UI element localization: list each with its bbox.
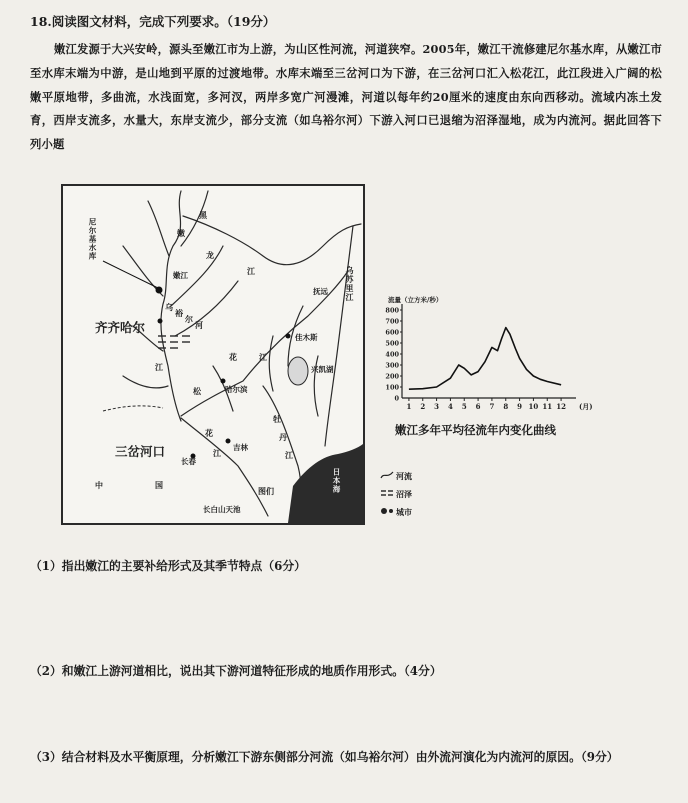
x-tick-label: 10 <box>528 402 539 411</box>
y-tick-label: 100 <box>385 383 399 392</box>
map-label-jiang1: 江 <box>247 266 255 276</box>
y-tick-label: 0 <box>394 394 399 403</box>
runoff-series-line <box>409 328 561 390</box>
map-label-changchun: 长春 <box>181 457 196 466</box>
map-drawing <box>63 186 363 523</box>
sub-question-1: （1）指出嫩江的主要补给形式及其季节特点（6分） <box>30 559 306 573</box>
tributary <box>148 201 169 256</box>
x-axis-label: (月) <box>579 402 593 411</box>
city-qiqihar <box>158 319 163 324</box>
river-symbol-icon <box>380 470 396 482</box>
wusuli-river <box>325 226 353 446</box>
map-label-jilin: 吉林 <box>233 443 248 452</box>
tributary <box>269 336 273 391</box>
x-tick-label: 11 <box>542 402 553 411</box>
x-tick-label: 2 <box>420 402 426 411</box>
map-label-he: 河 <box>195 320 203 330</box>
legend-river-label: 河流 <box>396 470 412 481</box>
city-jilin <box>226 439 231 444</box>
city-symbol-icon <box>380 506 396 518</box>
reservoir-pointer <box>103 261 158 288</box>
legend-city-label: 城市 <box>396 506 412 517</box>
second-songhua-river <box>181 418 268 516</box>
map-label-nen: 嫩 <box>177 228 185 238</box>
map-label-xingkai: 兴凯湖 <box>311 365 334 374</box>
map-label-er: 尔 <box>185 314 193 324</box>
legend-city <box>380 506 412 518</box>
map-label-yu: 裕 <box>175 308 183 318</box>
question-header: 18.阅读图文材料，完成下列要求。（19分） <box>30 14 276 29</box>
sub-question-3: （3）结合材料及水平衡原理，分析嫩江下游东侧部分河流（如乌裕尔河）由外流河演化为内流河的原因。（9分） <box>30 750 619 764</box>
swamp-area <box>158 336 190 348</box>
map-label-fuyuan: 抚远 <box>313 287 328 296</box>
map-label-hei: 黑 <box>199 210 207 220</box>
map-label-guo: 国 <box>155 480 163 490</box>
x-tick-label: 5 <box>461 402 467 411</box>
map-label-wu: 乌 <box>165 302 173 312</box>
map-label-harbin: 哈尔滨 <box>225 385 248 394</box>
x-tick-label: 9 <box>517 402 523 411</box>
tributary <box>175 281 238 336</box>
map-label-jiang5: 江 <box>285 450 293 460</box>
x-tick-label: 12 <box>556 402 566 411</box>
y-tick-label: 300 <box>385 361 399 370</box>
x-tick-label: 7 <box>489 402 495 411</box>
map-label-sancha: 三岔河口 <box>115 444 166 459</box>
map-label-long: 龙 <box>206 250 214 260</box>
map-label-sea: 日本海 <box>332 468 341 494</box>
city-harbin <box>221 379 226 384</box>
tributary <box>123 376 168 388</box>
map-label-jiang2: 江 <box>155 362 163 372</box>
map-label-jiang3: 江 <box>259 352 267 362</box>
nenjiang-basin-map <box>61 184 365 525</box>
lake <box>288 357 308 385</box>
sea-area <box>288 444 363 523</box>
map-label-changbai: 长白山天池 <box>203 505 241 514</box>
map-label-jiang4: 江 <box>213 448 221 458</box>
x-tick-label: 1 <box>406 402 412 411</box>
runoff-chart-svg <box>378 294 593 414</box>
map-label-wusuli: 乌苏里江 <box>345 266 355 302</box>
legend-swamp <box>380 488 412 500</box>
y-tick-label: 200 <box>385 372 399 381</box>
legend-swamp-label: 沼泽 <box>396 488 412 499</box>
map-label-qiqihar: 齐齐哈尔 <box>95 320 146 335</box>
map-label-nenjiang-city: 嫩江 <box>173 271 188 280</box>
map-label-hua: 花 <box>229 352 237 362</box>
x-tick-label: 4 <box>447 402 453 411</box>
map-label-mu: 牡 <box>273 414 281 424</box>
x-tick-label: 8 <box>503 402 509 411</box>
map-legend <box>380 470 412 524</box>
y-tick-label: 600 <box>385 328 399 337</box>
map-label-song: 松 <box>193 386 201 396</box>
x-tick-label: 6 <box>475 402 481 411</box>
map-label-hua2: 花 <box>205 428 213 438</box>
border-line <box>103 406 163 411</box>
y-tick-label: 500 <box>385 339 399 348</box>
material-passage: 嫩江发源于大兴安岭，源头至嫩江市为上游，为山区性河流，河道狭窄。2005年，嫩江干流修建尼尔基水库，从嫩江市至水库末端为中游，是山地到平原的过渡地带。水库末端至三岔河口为下游，在三岔河口汇入松花江，此江段进入广阔的松嫩平原地带，多曲流，水浅面宽，多河汊，两岸多宽广河漫滩，河道以每年约20厘米的速度由东向西移动。流域内冻土发育，西岸支流多，水量大，东岸支流少，部分支流（如乌裕尔河）下游入河口已退缩为沼泽湿地，成为内流河。据此回答下列小题 <box>30 42 662 152</box>
x-tick-label: 3 <box>434 402 440 411</box>
map-label-jiamusi: 佳木斯 <box>295 333 318 342</box>
city-jiamusi <box>286 334 291 339</box>
swamp-symbol-icon <box>380 488 396 500</box>
y-tick-label: 800 <box>385 306 399 315</box>
map-label-dan: 丹 <box>279 432 287 442</box>
chart-title: 嫩江多年平均径流年内变化曲线 <box>395 423 556 437</box>
map-label-zhong: 中 <box>95 480 103 490</box>
y-tick-label: 700 <box>385 317 399 326</box>
y-axis-label: 流量（立方米/秒） <box>388 296 443 304</box>
map-label-tumen: 图们 <box>258 486 274 496</box>
sub-question-2: （2）和嫩江上游河道相比，说出其下游河道特征形成的地质作用形式。（4分） <box>30 664 442 678</box>
y-tick-label: 400 <box>385 350 399 359</box>
legend-river <box>380 470 412 482</box>
map-label-reservoir: 尼尔基水库 <box>88 218 97 261</box>
